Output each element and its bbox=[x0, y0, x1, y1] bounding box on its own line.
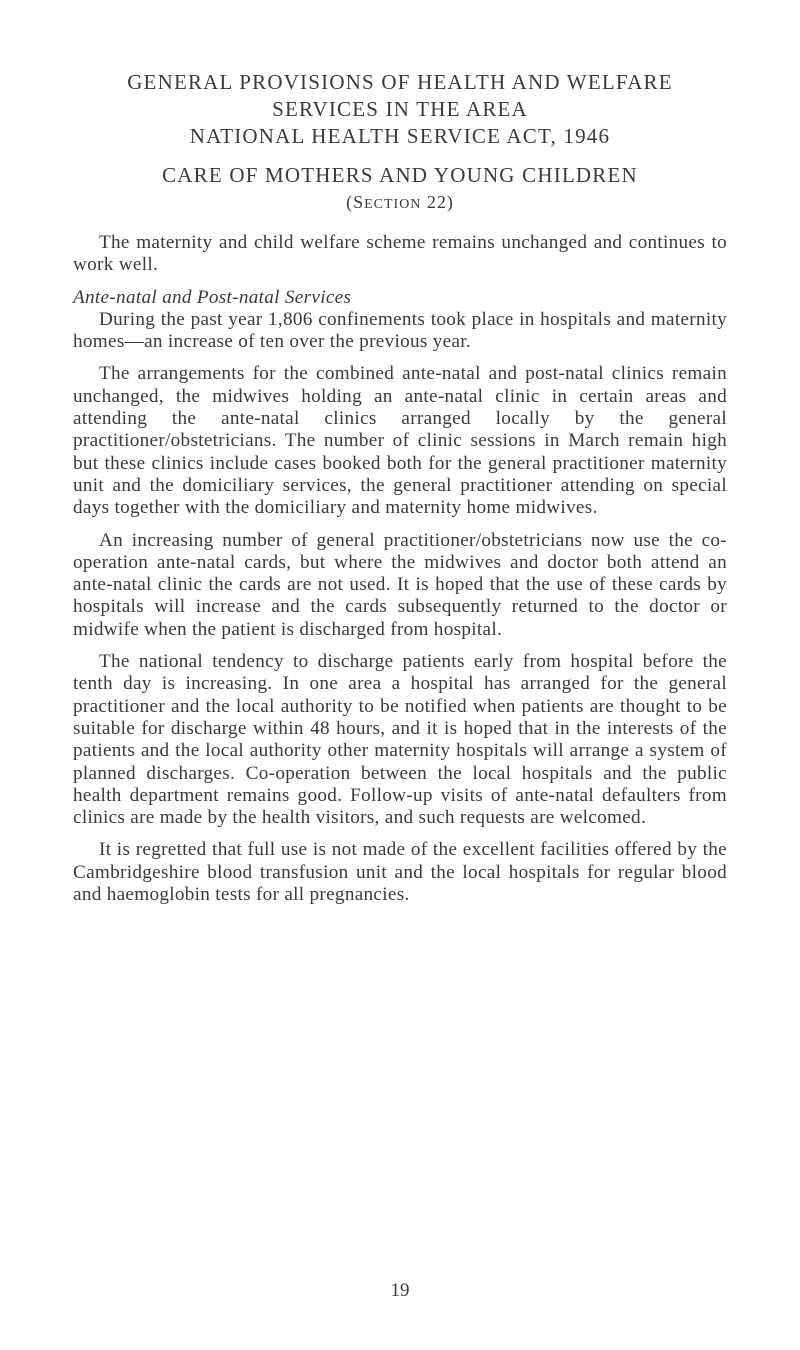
subheading-ante-post-natal: Ante-natal and Post-natal Services bbox=[73, 286, 352, 308]
paragraph-confinements: During the past year 1,806 confinements took place in hospitals and maternity homes—an increase of ten over the previous year. bbox=[73, 308, 727, 353]
section-ref-close: 22) bbox=[421, 192, 454, 212]
paragraph-blood-tests: It is regretted that full use is not made of the excellent facilities offered by the Cambridgeshire blood transfusion unit and the local hospitals for regular blood and haemoglobin tests for all pregnancies. bbox=[73, 839, 727, 906]
section-ref-small-caps: ECTION bbox=[364, 197, 422, 212]
section-ref-open: (S bbox=[346, 192, 365, 212]
paragraph-cooperation-cards: An increasing number of general practitioner/obstetricians now use the co-operation ante-natal cards, but where the midwives and doctor both attend an ante-natal clinic the cards are not used. It is hoped that the use of these cards by hospitals will increase and the cards subsequently returned to the doctor or midwife when the patient is discharged from hospital. bbox=[73, 529, 727, 640]
page-heading-line-2: SERVICES IN THE AREA bbox=[272, 97, 528, 121]
section-reference bbox=[73, 192, 727, 213]
document-page bbox=[73, 0, 727, 1350]
page-heading-line-1: GENERAL PROVISIONS OF HEALTH AND WELFARE bbox=[127, 70, 673, 94]
section-title: CARE OF MOTHERS AND YOUNG CHILDREN bbox=[162, 163, 638, 187]
page-number: 19 bbox=[390, 1280, 410, 1301]
page-heading-line-3: NATIONAL HEALTH SERVICE ACT, 1946 bbox=[189, 124, 611, 148]
body-text bbox=[73, 232, 727, 916]
paragraph-early-discharge: The national tendency to discharge patients early from hospital before the tenth day is increasing. In one area a hospital has arranged for the general practitioner and the local authority to be notified when patients are thought to be suitable for discharge within 48 hours, and it is hoped that in the interests of the patients and the local authority other maternity hospitals will arrange a system of planned discharges. Co-operation between the local hospitals and the public health department remains good. Follow-up visits of ante-natal defaulters from clinics are made by the health visitors, and such requests are welcomed. bbox=[73, 651, 727, 829]
paragraph-clinic-arrangements: The arrangements for the combined ante-natal and post-natal clinics remain unchanged, the midwives holding an ante-natal clinic in certain areas and attending the ante-natal clinics arranged locally by the general practitioner/obstetricians. The number of clinic sessions in March remain high but these clinics include cases booked both for the general practitioner maternity unit and the domiciliary services, the general practitioner attending on special days together with the domiciliary and maternity home midwives. bbox=[73, 363, 727, 519]
intro-paragraph: The maternity and child welfare scheme remains unchanged and continues to work well. bbox=[73, 232, 727, 276]
